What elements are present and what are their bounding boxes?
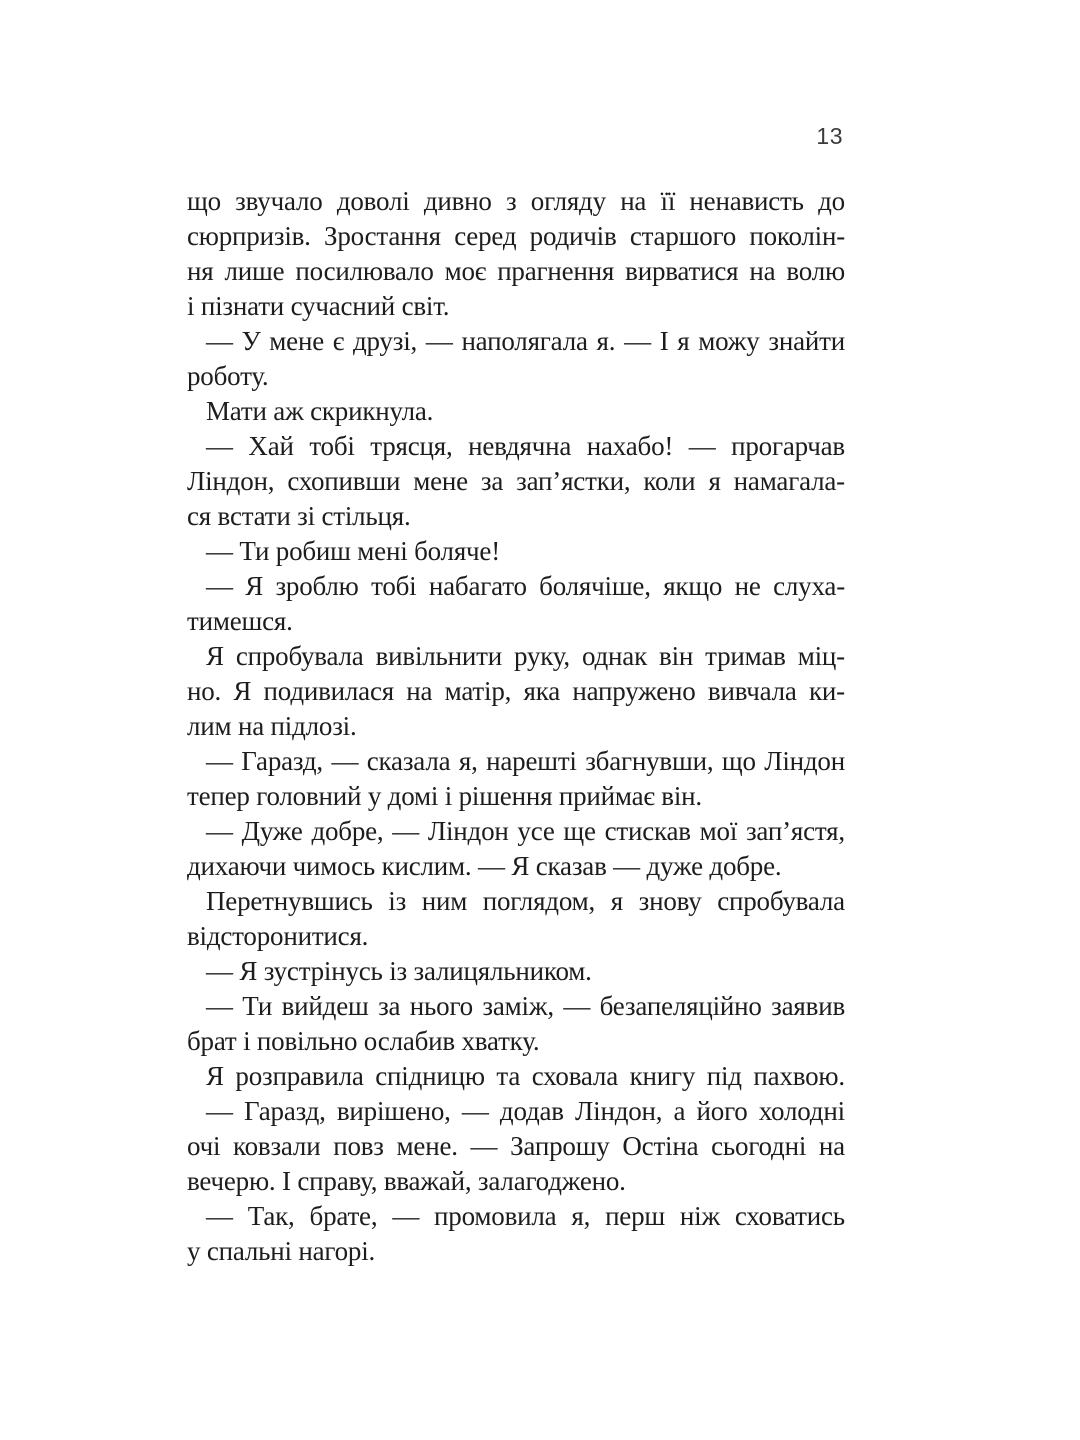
text-line: лим на підлозі. — [187, 711, 357, 741]
text-line: сюрпризів. Зростання серед родичів старшого поколін- — [187, 221, 845, 251]
text-line: — Дуже добре, — Ліндон усе ще стискав мої зап’ястя, — [206, 816, 845, 846]
text-line: ня лише посилювало моє прагнення вирватися на волю — [187, 256, 845, 286]
text-line: — Хай тобі трясця, невдячна нахабо! — прогарчав — [206, 431, 845, 461]
text-line: Я розправила спідницю та сховала книгу під пахвою. — [206, 1061, 845, 1091]
text-line: но. Я подивилася на матір, яка напружено вивчала ки- — [187, 676, 845, 706]
text-line: — Ти вийдеш за нього заміж, — безапеляційно заявив — [206, 991, 845, 1021]
text-line: — У мене є друзі, — наполягала я. — І я можу знайти — [206, 326, 845, 356]
text-line: ся встати зі стільця. — [187, 501, 411, 531]
text-line: — Так, брате, — промовила я, перш ніж сховатись — [206, 1201, 845, 1231]
text-line: тепер головний у домі і рішення приймає він. — [187, 781, 702, 811]
text-line: — Ти робиш мені боляче! — [206, 536, 500, 566]
text-line: у спальні нагорі. — [187, 1236, 376, 1266]
text-line: Мати аж скрикнула. — [206, 396, 434, 426]
text-line: Я спробувала вивільнити руку, однак він тримав міц- — [206, 641, 845, 671]
page-number: 13 — [816, 123, 843, 149]
text-line: — Гаразд, вирішено, — додав Ліндон, а його холодні — [206, 1096, 845, 1126]
text-line: брат і повільно ослабив хватку. — [187, 1026, 540, 1056]
text-line: — Гаразд, — сказала я, нарешті збагнувши, що Ліндон — [206, 746, 845, 776]
text-line: вечерю. І справу, вважай, залагоджено. — [187, 1166, 626, 1196]
text-line: Ліндон, схопивши мене за зап’ястки, коли я намагала- — [187, 466, 845, 496]
text-line: — Я зроблю тобі набагато болячіше, якщо не слуха- — [206, 571, 845, 601]
text-line: Перетнувшись із ним поглядом, я знову спробувала — [206, 886, 845, 916]
text-line: відсторонитися. — [187, 921, 369, 951]
text-line: — Я зустрінусь із залицяльником. — [206, 956, 592, 986]
text-line: очі ковзали повз мене. — Запрошу Остіна сьогодні на — [187, 1131, 845, 1161]
text-line: що звучало доволі дивно з огляду на її ненависть до — [187, 186, 845, 216]
page-text — [187, 184, 845, 1269]
text-line: роботу. — [187, 361, 269, 391]
text-line: дихаючи чимось кислим. — Я сказав — дуже добре. — [187, 851, 782, 881]
text-line: тимешся. — [187, 606, 293, 636]
text-line: і пізнати сучасний світ. — [187, 291, 450, 321]
